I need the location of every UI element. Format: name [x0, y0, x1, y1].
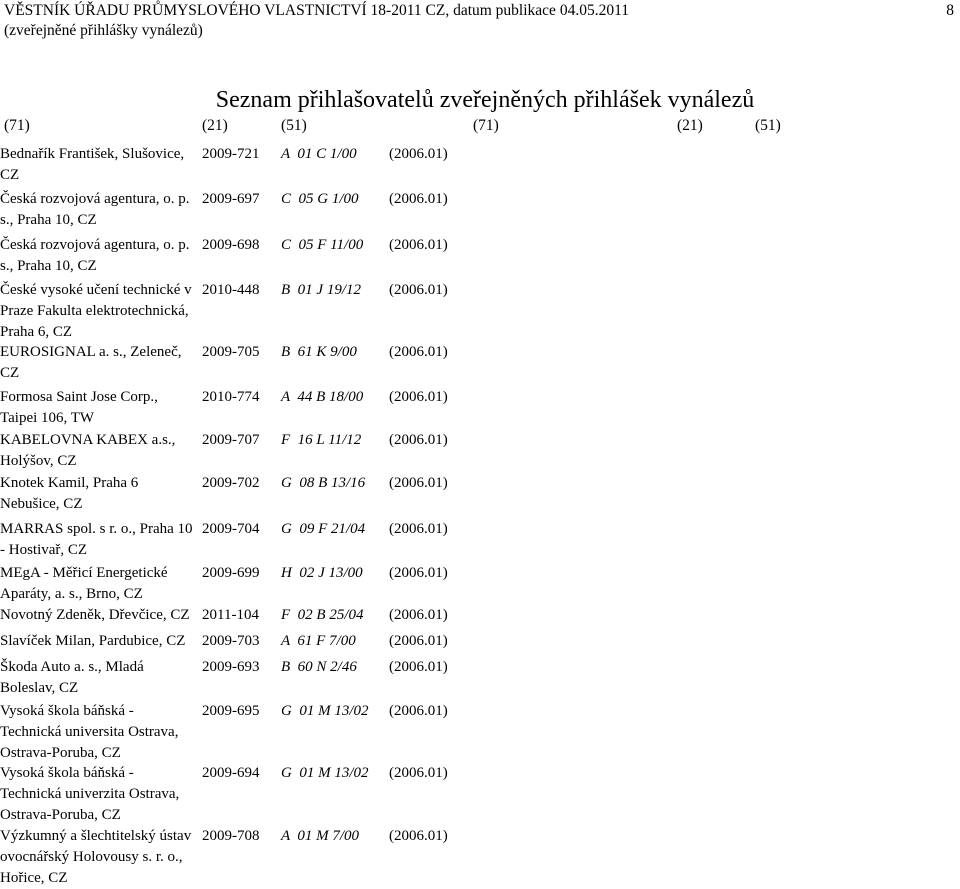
ipc-classification: A 44 B 18/00 [281, 389, 364, 405]
application-number: 2009-693 [202, 659, 260, 675]
column-header-51: (51) [281, 117, 307, 134]
ipc-version: (2006.01) [389, 828, 448, 844]
applicant-name [0, 473, 200, 515]
ipc-version: (2006.01) [389, 703, 448, 719]
column-header-71-right: (71) [473, 117, 499, 134]
ipc-classification: G 01 M 13/02 [281, 703, 369, 719]
applicant-line: Slavíček Milan, Pardubice, CZ [0, 633, 186, 649]
applicant-line: Výzkumný a šlechtitelský ústav [0, 828, 192, 844]
applicant-line: EUROSIGNAL a. s., Zeleneč, [0, 344, 182, 360]
applicant-line: CZ [0, 167, 20, 183]
ipc-version: (2006.01) [389, 607, 448, 623]
applicant-name [0, 605, 200, 626]
applicant-line: - Hostivař, CZ [0, 542, 88, 558]
application-number: 2009-694 [202, 765, 260, 781]
applicant-line: Vysoká škola báňská - [0, 703, 134, 719]
ipc-classification: A 01 C 1/00 [281, 146, 357, 162]
application-number: 2009-705 [202, 344, 260, 360]
applicant-line: Česká rozvojová agentura, o. p. [0, 191, 190, 207]
column-header-71: (71) [4, 117, 30, 134]
applicant-name [0, 701, 200, 764]
applicant-name [0, 563, 200, 605]
applicant-name [0, 657, 200, 699]
ipc-version: (2006.01) [389, 146, 448, 162]
applicant-line: České vysoké učení technické v [0, 282, 192, 298]
ipc-classification: C 05 G 1/00 [281, 191, 359, 207]
applicant-line: KABELOVNA KABEX a.s., [0, 432, 176, 448]
application-number: 2009-704 [202, 521, 260, 537]
applicant-line: Holýšov, CZ [0, 453, 77, 469]
applicant-line: Bednařík František, Slušovice, [0, 146, 185, 162]
column-header-21: (21) [202, 117, 228, 134]
ipc-classification: C 05 F 11/00 [281, 237, 364, 253]
applicant-name [0, 235, 200, 277]
application-number: 2009-695 [202, 703, 260, 719]
column-header-51-right: (51) [755, 117, 781, 134]
ipc-classification: B 60 N 2/46 [281, 659, 357, 675]
ipc-version: (2006.01) [389, 565, 448, 581]
ipc-classification: G 01 M 13/02 [281, 765, 369, 781]
ipc-classification: F 16 L 11/12 [281, 432, 362, 448]
application-number: 2009-697 [202, 191, 260, 207]
ipc-classification: B 61 K 9/00 [281, 344, 357, 360]
applicant-line: Taipei 106, TW [0, 410, 95, 426]
column-header-21-right: (21) [677, 117, 703, 134]
applicant-line: ovocnářský Holovousy s. r. o., [0, 849, 183, 865]
ipc-version: (2006.01) [389, 389, 448, 405]
ipc-classification: B 01 J 19/12 [281, 282, 361, 298]
ipc-version: (2006.01) [389, 521, 448, 537]
application-number: 2009-703 [202, 633, 260, 649]
application-number: 2009-698 [202, 237, 260, 253]
applicant-line: Vysoká škola báňská - [0, 765, 134, 781]
application-number: 2009-721 [202, 146, 260, 162]
ipc-version: (2006.01) [389, 765, 448, 781]
applicant-line: MARRAS spol. s r. o., Praha 10 [0, 521, 193, 537]
applicant-line: Ostrava-Poruba, CZ [0, 807, 121, 823]
ipc-classification: A 01 M 7/00 [281, 828, 360, 844]
applicant-line: CZ [0, 365, 20, 381]
applicant-line: Knotek Kamil, Praha 6 [0, 475, 139, 491]
applicant-line: s., Praha 10, CZ [0, 212, 97, 228]
applicant-line: Formosa Saint Jose Corp., [0, 389, 158, 405]
applicant-name [0, 280, 200, 343]
page-title-text: Seznam přihlašovatelů zveřejněných přihlášek vynálezů [215, 87, 755, 113]
application-number: 2011-104 [202, 607, 259, 623]
bulletin-subheader: (zveřejněné přihlášky vynálezů) [4, 22, 203, 39]
ipc-version: (2006.01) [389, 344, 448, 360]
applicant-line: Aparáty, a. s., Brno, CZ [0, 586, 143, 602]
applicant-line: Technická universita Ostrava, [0, 724, 179, 740]
application-number: 2009-708 [202, 828, 260, 844]
applicant-name [0, 763, 200, 826]
application-number: 2010-448 [202, 282, 260, 298]
applicant-line: Praha 6, CZ [0, 324, 73, 340]
ipc-version: (2006.01) [389, 659, 448, 675]
applicant-name [0, 144, 200, 186]
bulletin-header: VĚSTNÍK ÚŘADU PRŮMYSLOVÉHO VLASTNICTVÍ 18-2011 CZ, datum publikace 04.05.2011 [4, 2, 629, 19]
ipc-version: (2006.01) [389, 237, 448, 253]
ipc-version: (2006.01) [389, 282, 448, 298]
ipc-classification: A 61 F 7/00 [281, 633, 356, 649]
applicant-line: Nebušice, CZ [0, 496, 83, 512]
applicant-name [0, 387, 200, 429]
applicant-name [0, 631, 200, 652]
applicant-line: Ostrava-Poruba, CZ [0, 745, 121, 761]
applicant-name [0, 189, 200, 231]
ipc-classification: F 02 B 25/04 [281, 607, 364, 623]
application-number: 2009-702 [202, 475, 260, 491]
applicant-line: Hořice, CZ [0, 870, 68, 886]
ipc-version: (2006.01) [389, 475, 448, 491]
ipc-version: (2006.01) [389, 432, 448, 448]
application-number: 2010-774 [202, 389, 260, 405]
page-title [0, 86, 960, 114]
ipc-classification: G 09 F 21/04 [281, 521, 366, 537]
applicant-line: s., Praha 10, CZ [0, 258, 97, 274]
applicant-line: Škoda Auto a. s., Mladá [0, 659, 144, 675]
applicant-line: MEgA - Měřicí Energetické [0, 565, 168, 581]
applicant-line: Novotný Zdeněk, Dřevčice, CZ [0, 607, 190, 623]
applicant-line: Česká rozvojová agentura, o. p. [0, 237, 190, 253]
application-number: 2009-699 [202, 565, 260, 581]
ipc-classification: G 08 B 13/16 [281, 475, 366, 491]
applicant-name [0, 342, 200, 384]
applicant-line: Praze Fakulta elektrotechnická, [0, 303, 189, 319]
applicant-line: Technická univerzita Ostrava, [0, 786, 180, 802]
ipc-version: (2006.01) [389, 633, 448, 649]
applicant-name [0, 519, 200, 561]
ipc-classification: H 02 J 13/00 [281, 565, 363, 581]
application-number: 2009-707 [202, 432, 260, 448]
applicant-name [0, 430, 200, 472]
ipc-version: (2006.01) [389, 191, 448, 207]
applicant-line: Boleslav, CZ [0, 680, 79, 696]
applicant-name [0, 826, 200, 889]
page-number: 8 [946, 2, 954, 19]
